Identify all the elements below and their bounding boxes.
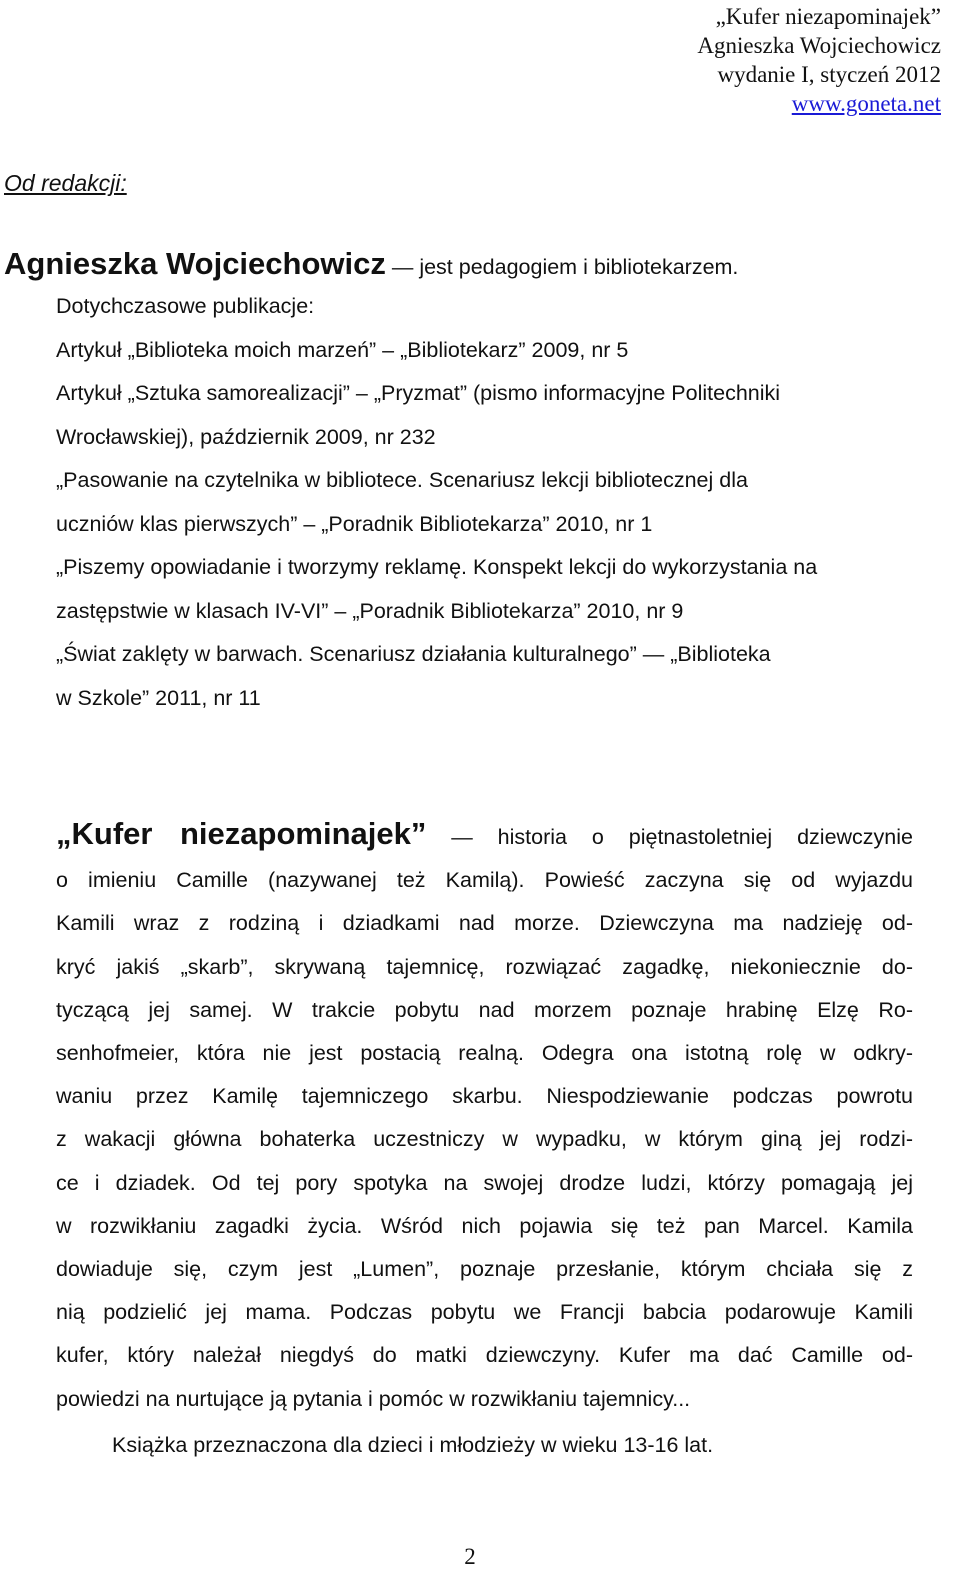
publication-line: „Świat zaklęty w barwach. Scenariusz działania kulturalnego” — „Biblioteka bbox=[56, 642, 771, 666]
header-author: Agnieszka Wojciechowicz bbox=[697, 33, 941, 58]
header-title: „Kufer niezapominajek” bbox=[715, 4, 941, 29]
author-description: — jest pedagogiem i bibliotekarzem. bbox=[385, 255, 739, 279]
publication-line: Artykuł „Biblioteka moich marzeń” – „Bibliotekarz” 2009, nr 5 bbox=[56, 337, 629, 362]
author-bio bbox=[4, 243, 944, 720]
book-line: kryć jakiś „skarb”, skrywaną tajemnicę, rozwiązać zagadkę, niekoniecznie do- bbox=[56, 954, 913, 979]
book-description bbox=[56, 812, 913, 1421]
publications-list bbox=[56, 285, 944, 720]
book-line: dowiaduje się, czym jest „Lumen”, poznaje przesłanie, którym chciała się z bbox=[56, 1257, 913, 1282]
publisher-link[interactable]: www.goneta.net bbox=[791, 91, 941, 116]
book-title: „Kufer niezapominajek” bbox=[56, 816, 427, 851]
publication-line: uczniów klas pierwszych” – „Poradnik Bibliotekarza” 2010, nr 1 bbox=[56, 511, 653, 536]
book-line: ce i dziadek. Od tej pory spotyka na swojej drodze ludzi, którzy pomagają jej bbox=[56, 1170, 913, 1195]
book-line: powiedzi na nurtujące ją pytania i pomóc w rozwikłaniu tajemnicy... bbox=[56, 1386, 691, 1411]
document-header bbox=[697, 2, 941, 118]
author-intro-line bbox=[4, 243, 944, 285]
publication-line: „Pasowanie na czytelnika w bibliotece. Scenariusz lekcji bibliotecznej dla bbox=[56, 468, 748, 492]
publication-line: Wrocławskiej), październik 2009, nr 232 bbox=[56, 424, 436, 449]
book-line: senhofmeier, która nie jest postacią realną. Odegra ona istotną rolę w odkry- bbox=[56, 1041, 913, 1066]
book-line: „Kufer niezapominajek” — historia o piętnastoletniej dziewczynie bbox=[56, 816, 913, 851]
header-edition: wydanie I, styczeń 2012 bbox=[717, 62, 941, 87]
author-name: Agnieszka Wojciechowicz bbox=[4, 246, 386, 281]
book-line: o imieniu Camille (nazywanej też Kamilą). Powieść zaczyna się od wyjazdu bbox=[56, 868, 913, 893]
publication-line: w Szkole” 2011, nr 11 bbox=[56, 685, 261, 710]
section-label: Od redakcji: bbox=[4, 170, 127, 196]
book-line: nią podzielić jej mama. Podczas pobytu we Francji babcia podarowuje Kamili bbox=[56, 1300, 913, 1325]
book-line: Kamili wraz z rodziną i dziadkami nad morze. Dziewczyna ma nadzieję od- bbox=[56, 911, 913, 936]
page-number: 2 bbox=[464, 1544, 476, 1569]
book-line: w rozwikłaniu zagadki życia. Wśród nich pojawia się też pan Marcel. Kamila bbox=[56, 1213, 913, 1238]
book-line: tyczącą jej samej. W trakcie pobytu nad morzem poznaje hrabinę Elzę Ro- bbox=[56, 997, 913, 1022]
publication-line: „Piszemy opowiadanie i tworzymy reklamę. Konspekt lekcji do wykorzystania na bbox=[56, 555, 818, 579]
publication-line: zastępstwie w klasach IV-VI” – „Poradnik Bibliotekarza” 2010, nr 9 bbox=[56, 598, 684, 623]
publication-line: Dotychczasowe publikacje: bbox=[56, 294, 315, 318]
target-audience: Książka przeznaczona dla dzieci i młodzieży w wieku 13-16 lat. bbox=[112, 1433, 714, 1457]
book-line: waniu przez Kamilę tajemniczego skarbu. Niespodziewanie podczas powrotu bbox=[56, 1084, 913, 1109]
book-line: z wakacji główna bohaterka uczestniczy w wypadku, w którym giną jej rodzi- bbox=[56, 1127, 913, 1152]
book-line: kufer, który należał niegdyś do matki dziewczyny. Kufer ma dać Camille od- bbox=[56, 1343, 913, 1368]
publication-line: Artykuł „Sztuka samorealizacji” – „Pryzmat” (pismo informacyjne Politechniki bbox=[56, 381, 781, 405]
